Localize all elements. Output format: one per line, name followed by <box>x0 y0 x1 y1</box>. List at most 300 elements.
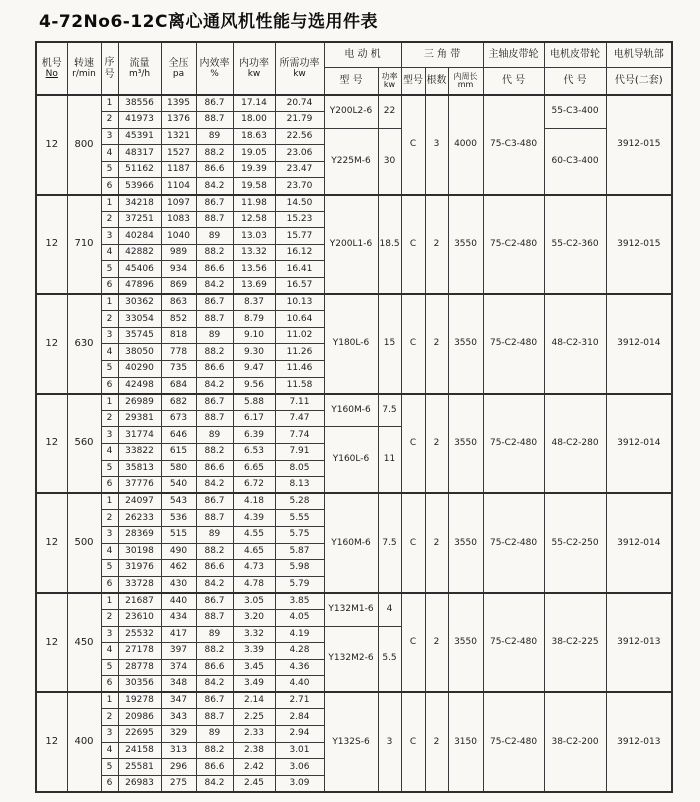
cell-seq: 6 <box>101 278 118 295</box>
cell-efficiency: 89 <box>196 327 233 344</box>
cell-belt-model: C <box>401 95 425 195</box>
cell-motor-model: Y160M-6 <box>324 493 378 593</box>
cell-motor-power: 7.5 <box>378 493 401 593</box>
cell-required-power: 8.05 <box>275 460 324 477</box>
cell-internal-power: 2.42 <box>233 759 275 776</box>
cell-rail-code: 3912-015 <box>606 95 672 195</box>
cell-pressure: 615 <box>161 443 196 460</box>
cell-belt-length: 3550 <box>448 195 483 295</box>
col-header-belt-group: 三 角 带 <box>401 42 483 68</box>
cell-pressure: 1321 <box>161 128 196 145</box>
cell-motor-pulley-code: 48-C2-310 <box>544 294 606 394</box>
cell-pressure: 1527 <box>161 145 196 162</box>
cell-pressure: 1187 <box>161 161 196 178</box>
cell-internal-power: 9.10 <box>233 327 275 344</box>
table-body <box>36 95 672 792</box>
cell-rail-code: 3912-013 <box>606 692 672 792</box>
cell-pressure: 1083 <box>161 211 196 228</box>
table-row <box>36 294 672 311</box>
cell-internal-power: 12.58 <box>233 211 275 228</box>
cell-belt-length: 3550 <box>448 294 483 394</box>
cell-flow: 45391 <box>118 128 161 145</box>
cell-required-power: 11.02 <box>275 327 324 344</box>
cell-pressure: 1395 <box>161 95 196 112</box>
cell-internal-power: 8.79 <box>233 311 275 328</box>
cell-required-power: 3.85 <box>275 593 324 610</box>
cell-belt-model: C <box>401 294 425 394</box>
cell-flow: 37776 <box>118 477 161 494</box>
cell-efficiency: 88.2 <box>196 145 233 162</box>
cell-efficiency: 84.2 <box>196 676 233 693</box>
cell-flow: 35745 <box>118 327 161 344</box>
cell-efficiency: 86.7 <box>196 394 233 411</box>
cell-belt-count: 2 <box>425 394 448 494</box>
cell-efficiency: 89 <box>196 128 233 145</box>
cell-flow: 33054 <box>118 311 161 328</box>
cell-required-power: 23.47 <box>275 161 324 178</box>
cell-seq: 6 <box>101 477 118 494</box>
cell-belt-count: 2 <box>425 593 448 693</box>
cell-efficiency: 88.7 <box>196 311 233 328</box>
col-header-motor-model: 型 号 <box>324 68 378 96</box>
cell-internal-power: 2.45 <box>233 775 275 792</box>
cell-seq: 4 <box>101 643 118 660</box>
cell-seq: 2 <box>101 311 118 328</box>
cell-required-power: 23.06 <box>275 145 324 162</box>
cell-pressure: 296 <box>161 759 196 776</box>
cell-motor-model: Y160L-6 <box>324 427 378 493</box>
cell-required-power: 3.09 <box>275 775 324 792</box>
cell-flow: 42498 <box>118 377 161 394</box>
cell-efficiency: 88.7 <box>196 510 233 527</box>
cell-seq: 4 <box>101 344 118 361</box>
cell-flow: 24158 <box>118 742 161 759</box>
cell-pressure: 989 <box>161 244 196 261</box>
cell-belt-length: 3550 <box>448 493 483 593</box>
cell-efficiency: 86.6 <box>196 460 233 477</box>
cell-internal-power: 6.72 <box>233 477 275 494</box>
cell-motor-model: Y132M1-6 <box>324 593 378 626</box>
cell-flow: 23610 <box>118 609 161 626</box>
cell-flow: 40284 <box>118 228 161 245</box>
cell-internal-power: 2.25 <box>233 709 275 726</box>
cell-machine-no: 12 <box>36 593 67 693</box>
cell-required-power: 3.01 <box>275 742 324 759</box>
cell-required-power: 7.91 <box>275 443 324 460</box>
cell-motor-model: Y132S-6 <box>324 692 378 792</box>
cell-efficiency: 89 <box>196 228 233 245</box>
cell-required-power: 15.77 <box>275 228 324 245</box>
cell-required-power: 7.47 <box>275 410 324 427</box>
cell-required-power: 11.26 <box>275 344 324 361</box>
col-header-speed: 转速 r/min <box>67 42 101 95</box>
cell-motor-pulley-code: 60-C3-400 <box>544 128 606 194</box>
cell-seq: 4 <box>101 145 118 162</box>
cell-internal-power: 3.39 <box>233 643 275 660</box>
cell-internal-power: 13.56 <box>233 261 275 278</box>
cell-efficiency: 84.2 <box>196 278 233 295</box>
cell-belt-model: C <box>401 493 425 593</box>
cell-efficiency: 84.2 <box>196 576 233 593</box>
cell-required-power: 2.84 <box>275 709 324 726</box>
cell-required-power: 4.19 <box>275 626 324 643</box>
cell-motor-power: 3 <box>378 692 401 792</box>
cell-efficiency: 88.7 <box>196 609 233 626</box>
cell-seq: 1 <box>101 195 118 212</box>
cell-internal-power: 11.98 <box>233 195 275 212</box>
cell-efficiency: 86.7 <box>196 493 233 510</box>
cell-efficiency: 88.2 <box>196 244 233 261</box>
cell-belt-length: 3550 <box>448 394 483 494</box>
cell-seq: 5 <box>101 361 118 378</box>
cell-pressure: 778 <box>161 344 196 361</box>
cell-belt-length: 3150 <box>448 692 483 792</box>
cell-pressure: 934 <box>161 261 196 278</box>
cell-required-power: 10.13 <box>275 294 324 311</box>
cell-machine-no: 12 <box>36 195 67 295</box>
cell-pressure: 374 <box>161 659 196 676</box>
cell-motor-pulley-code: 55-C2-360 <box>544 195 606 295</box>
cell-belt-model: C <box>401 692 425 792</box>
cell-pressure: 869 <box>161 278 196 295</box>
cell-internal-power: 2.14 <box>233 692 275 709</box>
cell-seq: 2 <box>101 211 118 228</box>
cell-seq: 6 <box>101 676 118 693</box>
cell-internal-power: 19.05 <box>233 145 275 162</box>
cell-seq: 2 <box>101 112 118 129</box>
cell-internal-power: 3.05 <box>233 593 275 610</box>
cell-pressure: 673 <box>161 410 196 427</box>
table-row <box>36 128 672 145</box>
cell-flow: 25532 <box>118 626 161 643</box>
cell-belt-model: C <box>401 394 425 494</box>
cell-rail-code: 3912-014 <box>606 493 672 593</box>
cell-flow: 38556 <box>118 95 161 112</box>
cell-efficiency: 84.2 <box>196 775 233 792</box>
cell-pressure: 1040 <box>161 228 196 245</box>
cell-internal-power: 6.17 <box>233 410 275 427</box>
cell-internal-power: 19.39 <box>233 161 275 178</box>
cell-efficiency: 86.6 <box>196 659 233 676</box>
cell-seq: 1 <box>101 95 118 112</box>
cell-main-pulley-code: 75-C2-480 <box>483 195 544 295</box>
cell-rail-code: 3912-014 <box>606 394 672 494</box>
cell-internal-power: 3.32 <box>233 626 275 643</box>
cell-machine-no: 12 <box>36 394 67 494</box>
cell-flow: 30198 <box>118 543 161 560</box>
cell-efficiency: 86.6 <box>196 161 233 178</box>
cell-belt-model: C <box>401 195 425 295</box>
cell-internal-power: 4.18 <box>233 493 275 510</box>
cell-seq: 4 <box>101 742 118 759</box>
cell-speed: 450 <box>67 593 101 693</box>
col-header-internal-power: 内功率 kw <box>233 42 275 95</box>
cell-main-pulley-code: 75-C3-480 <box>483 95 544 195</box>
cell-motor-pulley-code: 38-C2-200 <box>544 692 606 792</box>
cell-seq: 4 <box>101 543 118 560</box>
cell-flow: 26233 <box>118 510 161 527</box>
cell-internal-power: 4.73 <box>233 560 275 577</box>
cell-belt-model: C <box>401 593 425 693</box>
cell-seq: 2 <box>101 709 118 726</box>
cell-flow: 33822 <box>118 443 161 460</box>
cell-main-pulley-code: 75-C2-480 <box>483 692 544 792</box>
cell-machine-no: 12 <box>36 692 67 792</box>
cell-seq: 2 <box>101 609 118 626</box>
cell-pressure: 462 <box>161 560 196 577</box>
cell-main-pulley-code: 75-C2-480 <box>483 493 544 593</box>
cell-pressure: 515 <box>161 526 196 543</box>
cell-belt-count: 2 <box>425 692 448 792</box>
cell-required-power: 2.94 <box>275 726 324 743</box>
cell-required-power: 4.28 <box>275 643 324 660</box>
cell-machine-no: 12 <box>36 493 67 593</box>
cell-internal-power: 4.78 <box>233 576 275 593</box>
cell-internal-power: 3.45 <box>233 659 275 676</box>
cell-internal-power: 18.63 <box>233 128 275 145</box>
cell-flow: 40290 <box>118 361 161 378</box>
cell-internal-power: 6.65 <box>233 460 275 477</box>
cell-efficiency: 86.7 <box>196 294 233 311</box>
col-header-motor-pulley-group: 电机皮带轮 <box>544 42 606 68</box>
cell-belt-count: 2 <box>425 294 448 394</box>
cell-machine-no: 12 <box>36 294 67 394</box>
cell-internal-power: 9.30 <box>233 344 275 361</box>
cell-belt-count: 2 <box>425 195 448 295</box>
table-row <box>36 692 672 709</box>
cell-internal-power: 9.47 <box>233 361 275 378</box>
cell-internal-power: 9.56 <box>233 377 275 394</box>
cell-required-power: 5.87 <box>275 543 324 560</box>
cell-flow: 28778 <box>118 659 161 676</box>
cell-efficiency: 86.7 <box>196 593 233 610</box>
cell-efficiency: 89 <box>196 526 233 543</box>
cell-seq: 4 <box>101 244 118 261</box>
cell-main-pulley-code: 75-C2-480 <box>483 294 544 394</box>
col-header-belt-model: 型号 <box>401 68 425 96</box>
cell-internal-power: 6.39 <box>233 427 275 444</box>
cell-speed: 800 <box>67 95 101 195</box>
cell-seq: 3 <box>101 726 118 743</box>
table-row <box>36 394 672 411</box>
cell-belt-length: 3550 <box>448 593 483 693</box>
cell-internal-power: 4.39 <box>233 510 275 527</box>
col-header-machine-no: 机号 No <box>36 42 67 95</box>
cell-flow: 37251 <box>118 211 161 228</box>
cell-seq: 3 <box>101 228 118 245</box>
cell-seq: 5 <box>101 759 118 776</box>
cell-motor-model: Y132M2-6 <box>324 626 378 692</box>
cell-internal-power: 17.14 <box>233 95 275 112</box>
cell-flow: 41973 <box>118 112 161 129</box>
cell-motor-power: 4 <box>378 593 401 626</box>
cell-motor-model: Y225M-6 <box>324 128 378 194</box>
cell-required-power: 5.55 <box>275 510 324 527</box>
cell-seq: 3 <box>101 327 118 344</box>
cell-pressure: 852 <box>161 311 196 328</box>
cell-internal-power: 8.37 <box>233 294 275 311</box>
cell-flow: 35813 <box>118 460 161 477</box>
cell-required-power: 5.79 <box>275 576 324 593</box>
cell-speed: 710 <box>67 195 101 295</box>
cell-required-power: 23.70 <box>275 178 324 195</box>
cell-efficiency: 86.6 <box>196 560 233 577</box>
cell-required-power: 11.58 <box>275 377 324 394</box>
cell-efficiency: 86.6 <box>196 759 233 776</box>
cell-internal-power: 2.33 <box>233 726 275 743</box>
cell-pressure: 434 <box>161 609 196 626</box>
cell-flow: 25581 <box>118 759 161 776</box>
cell-motor-pulley-code: 38-C2-225 <box>544 593 606 693</box>
cell-main-pulley-code: 75-C2-480 <box>483 394 544 494</box>
table-row <box>36 493 672 510</box>
cell-pressure: 430 <box>161 576 196 593</box>
cell-required-power: 2.71 <box>275 692 324 709</box>
cell-required-power: 4.05 <box>275 609 324 626</box>
cell-motor-pulley-code: 48-C2-280 <box>544 394 606 494</box>
cell-motor-model: Y180L-6 <box>324 294 378 394</box>
cell-pressure: 417 <box>161 626 196 643</box>
col-header-main-pulley-code: 代 号 <box>483 68 544 96</box>
cell-pressure: 329 <box>161 726 196 743</box>
cell-efficiency: 88.2 <box>196 742 233 759</box>
cell-flow: 47896 <box>118 278 161 295</box>
col-header-pressure: 全压 pa <box>161 42 196 95</box>
cell-seq: 6 <box>101 576 118 593</box>
cell-flow: 31774 <box>118 427 161 444</box>
cell-flow: 21687 <box>118 593 161 610</box>
cell-pressure: 735 <box>161 361 196 378</box>
page-title: 4-72No6-12C离心通风机性能与选用件表 <box>39 12 378 32</box>
cell-efficiency: 88.7 <box>196 709 233 726</box>
cell-efficiency: 88.7 <box>196 211 233 228</box>
cell-efficiency: 84.2 <box>196 377 233 394</box>
cell-flow: 38050 <box>118 344 161 361</box>
cell-motor-model: Y200L1-6 <box>324 195 378 295</box>
cell-flow: 26983 <box>118 775 161 792</box>
cell-pressure: 347 <box>161 692 196 709</box>
cell-efficiency: 88.2 <box>196 643 233 660</box>
cell-efficiency: 86.6 <box>196 361 233 378</box>
col-header-main-pulley-group: 主轴皮带轮 <box>483 42 544 68</box>
cell-required-power: 15.23 <box>275 211 324 228</box>
cell-seq: 6 <box>101 775 118 792</box>
cell-motor-power: 5.5 <box>378 626 401 692</box>
cell-internal-power: 6.53 <box>233 443 275 460</box>
cell-pressure: 313 <box>161 742 196 759</box>
cell-efficiency: 88.7 <box>196 410 233 427</box>
cell-seq: 1 <box>101 394 118 411</box>
cell-seq: 5 <box>101 659 118 676</box>
cell-pressure: 343 <box>161 709 196 726</box>
cell-seq: 5 <box>101 460 118 477</box>
cell-required-power: 5.98 <box>275 560 324 577</box>
cell-internal-power: 3.49 <box>233 676 275 693</box>
cell-seq: 3 <box>101 526 118 543</box>
cell-seq: 1 <box>101 593 118 610</box>
cell-internal-power: 13.69 <box>233 278 275 295</box>
cell-flow: 24097 <box>118 493 161 510</box>
cell-pressure: 540 <box>161 477 196 494</box>
cell-internal-power: 4.65 <box>233 543 275 560</box>
cell-motor-pulley-code: 55-C2-250 <box>544 493 606 593</box>
cell-efficiency: 86.6 <box>196 261 233 278</box>
cell-internal-power: 18.00 <box>233 112 275 129</box>
col-header-belt-count: 根数 <box>425 68 448 96</box>
cell-required-power: 22.56 <box>275 128 324 145</box>
cell-speed: 400 <box>67 692 101 792</box>
cell-seq: 6 <box>101 178 118 195</box>
cell-seq: 3 <box>101 427 118 444</box>
cell-seq: 2 <box>101 510 118 527</box>
cell-efficiency: 86.7 <box>196 195 233 212</box>
cell-speed: 630 <box>67 294 101 394</box>
cell-required-power: 10.64 <box>275 311 324 328</box>
cell-belt-length: 4000 <box>448 95 483 195</box>
cell-seq: 2 <box>101 410 118 427</box>
cell-pressure: 275 <box>161 775 196 792</box>
cell-motor-power: 18.5 <box>378 195 401 295</box>
cell-pressure: 348 <box>161 676 196 693</box>
cell-internal-power: 5.88 <box>233 394 275 411</box>
col-header-flow: 流量 m³/h <box>118 42 161 95</box>
cell-motor-pulley-code: 55-C3-400 <box>544 95 606 128</box>
cell-required-power: 16.57 <box>275 278 324 295</box>
col-header-belt-length: 内周长 mm <box>448 68 483 96</box>
cell-pressure: 863 <box>161 294 196 311</box>
cell-speed: 560 <box>67 394 101 494</box>
cell-efficiency: 86.7 <box>196 692 233 709</box>
col-header-seq: 序 号 <box>101 42 118 95</box>
cell-speed: 500 <box>67 493 101 593</box>
cell-seq: 3 <box>101 128 118 145</box>
cell-flow: 34218 <box>118 195 161 212</box>
cell-flow: 22695 <box>118 726 161 743</box>
cell-belt-count: 2 <box>425 493 448 593</box>
table-row <box>36 593 672 610</box>
cell-efficiency: 84.2 <box>196 178 233 195</box>
cell-pressure: 580 <box>161 460 196 477</box>
cell-internal-power: 13.32 <box>233 244 275 261</box>
cell-flow: 33728 <box>118 576 161 593</box>
col-header-motor-power: 功率 kw <box>378 68 401 96</box>
cell-required-power: 5.75 <box>275 526 324 543</box>
cell-main-pulley-code: 75-C2-480 <box>483 593 544 693</box>
cell-required-power: 21.79 <box>275 112 324 129</box>
performance-table <box>35 41 673 793</box>
cell-seq: 1 <box>101 692 118 709</box>
cell-pressure: 682 <box>161 394 196 411</box>
col-header-efficiency: 内效率 % <box>196 42 233 95</box>
cell-pressure: 543 <box>161 493 196 510</box>
cell-rail-code: 3912-015 <box>606 195 672 295</box>
cell-motor-model: Y200L2-6 <box>324 95 378 128</box>
cell-internal-power: 4.55 <box>233 526 275 543</box>
cell-pressure: 490 <box>161 543 196 560</box>
cell-flow: 48317 <box>118 145 161 162</box>
cell-machine-no: 12 <box>36 95 67 195</box>
cell-required-power: 11.46 <box>275 361 324 378</box>
cell-required-power: 7.74 <box>275 427 324 444</box>
cell-required-power: 3.06 <box>275 759 324 776</box>
cell-flow: 45406 <box>118 261 161 278</box>
cell-flow: 30362 <box>118 294 161 311</box>
col-header-required-power: 所需功率 kw <box>275 42 324 95</box>
cell-flow: 28369 <box>118 526 161 543</box>
cell-efficiency: 86.7 <box>196 95 233 112</box>
table-row <box>36 95 672 112</box>
cell-seq: 1 <box>101 493 118 510</box>
